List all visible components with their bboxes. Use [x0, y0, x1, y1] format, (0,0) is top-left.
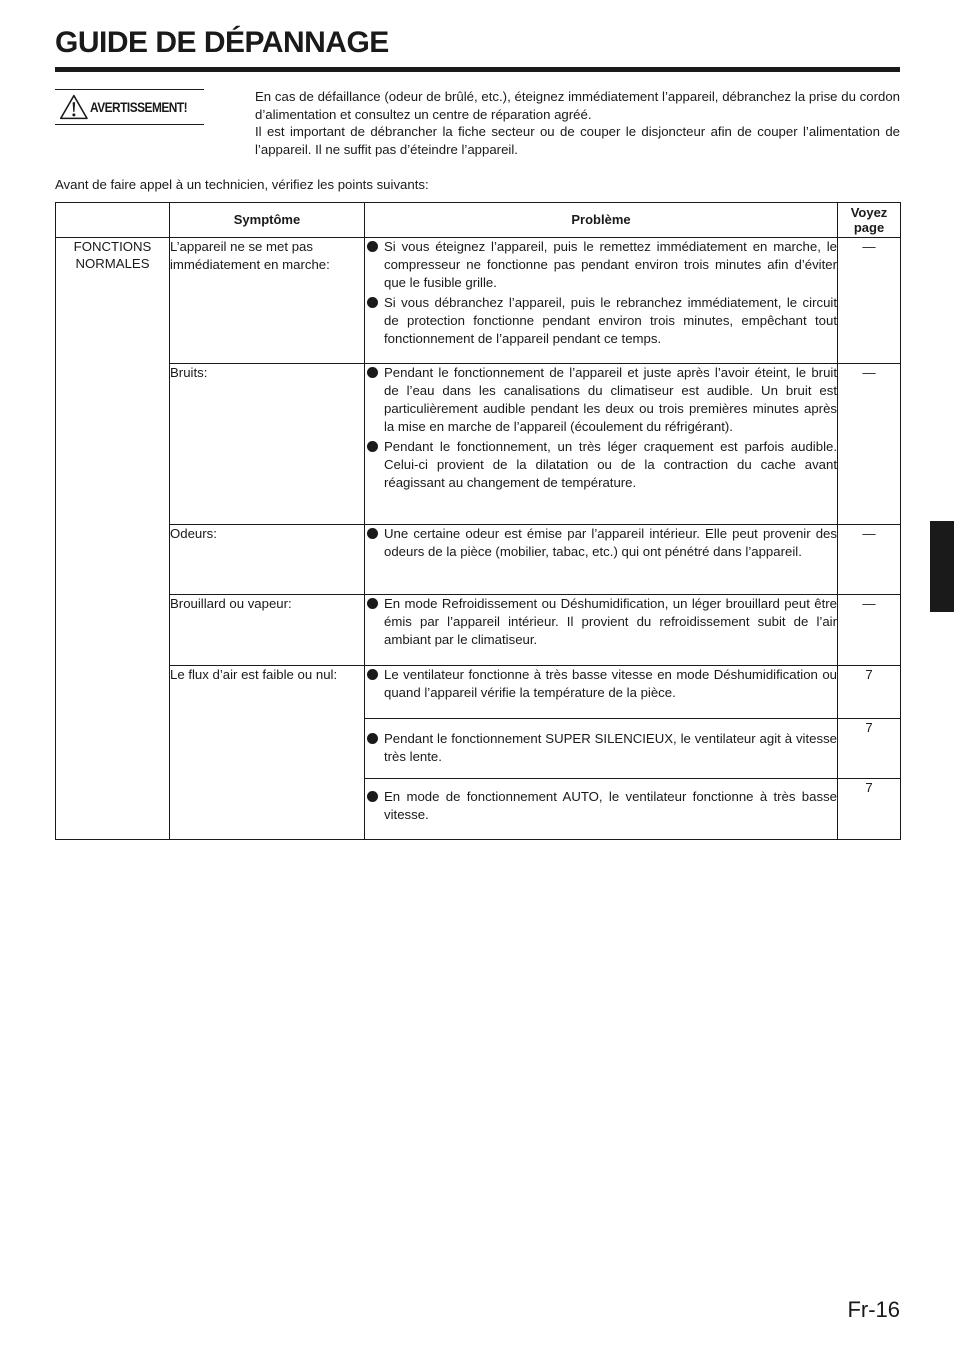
problem-item: Le ventilateur fonctionne à très basse vitesse en mode Déshumidification ou quand l’appareil vérifie la température de la pièce.	[365, 666, 837, 702]
problem-cell	[365, 238, 838, 364]
table-row	[56, 364, 901, 525]
header-category	[56, 203, 170, 238]
page-cell: —	[838, 364, 901, 525]
table-row	[56, 525, 901, 595]
page-cell: —	[838, 595, 901, 666]
bullet-icon	[367, 669, 378, 680]
page-cell: 7	[838, 719, 901, 779]
table-row	[56, 238, 901, 364]
warning-label: AVERTISSEMENT!	[89, 99, 187, 115]
page-number: Fr-16	[847, 1297, 900, 1322]
problem-cell	[365, 364, 838, 525]
problem-cell	[365, 525, 838, 595]
section-side-tab	[930, 521, 954, 612]
bullet-icon	[367, 241, 378, 252]
problem-cell	[365, 779, 838, 840]
problem-item: Pendant le fonctionnement, un très léger craquement est parfois audible. Celui-ci provient de la dilatation ou de la contraction du cache avant réagissant au changement de température.	[365, 438, 837, 492]
problem-cell	[365, 666, 838, 719]
warning-paragraph: Il est important de débrancher la fiche secteur ou de couper le disjoncteur afin de couper l’alimentation de l’appareil. Il ne suffit pas d’éteindre l’appareil.	[255, 124, 900, 157]
page-cell: 7	[838, 666, 901, 719]
page-cell: —	[838, 525, 901, 595]
problem-item: Si vous éteignez l’appareil, puis le remettez immédiatement en marche, le compresseur ne fonctionne pas pendant environ trois minutes afin d’éviter que le fusible grille.	[365, 238, 837, 292]
problem-item: Une certaine odeur est émise par l’appareil intérieur. Elle peut provenir des odeurs de la pièce (mobilier, tabac, etc.) qui ont pénétré dans l’appareil.	[365, 525, 837, 561]
header-problem: Problème	[365, 203, 838, 238]
symptom-cell: Odeurs:	[170, 525, 365, 595]
symptom-cell: Bruits:	[170, 364, 365, 525]
problem-item: Pendant le fonctionnement SUPER SILENCIEUX, le ventilateur agit à vitesse très lente.	[365, 730, 837, 766]
bullet-icon	[367, 441, 378, 452]
problem-item: Pendant le fonctionnement de l’appareil et juste après l’avoir éteint, le bruit de l’eau dans les canalisations du climatiseur est audible. Un bruit est particulièrement audible pendant les deux ou trois premières minutes après la mise en marche de l’appareil (écoulement du réfrigérant).	[365, 364, 837, 436]
table-header-row	[56, 203, 901, 238]
category-label: FONCTIONS NORMALES	[73, 239, 152, 271]
bullet-icon	[367, 598, 378, 609]
warning-text	[255, 88, 900, 158]
symptom-cell: L’appareil ne se met pas immédiatement en marche:	[170, 238, 365, 364]
warning-paragraph: En cas de défaillance (odeur de brûlé, etc.), éteignez immédiatement l’appareil, débranchez la prise du cordon d’alimentation et consultez un centre de réparation agréé.	[255, 89, 900, 122]
problem-item: En mode Refroidissement ou Déshumidification, un léger brouillard peut être émis par l’appareil intérieur. Il provient du refroidissement subit de l’air ambiant par le climatiseur.	[365, 595, 837, 649]
symptom-cell: Le flux d’air est faible ou nul:	[170, 666, 365, 840]
bullet-icon	[367, 733, 378, 744]
problem-cell	[365, 719, 838, 779]
header-page: Voyez page	[838, 203, 901, 238]
table-row	[56, 595, 901, 666]
page-title: GUIDE DE DÉPANNAGE	[55, 26, 389, 59]
bullet-icon	[367, 528, 378, 539]
bullet-icon	[367, 367, 378, 378]
warning-triangle-icon	[59, 92, 89, 122]
warning-label-box	[55, 89, 204, 125]
page-cell: 7	[838, 779, 901, 840]
category-cell	[56, 238, 170, 840]
symptom-cell: Brouillard ou vapeur:	[170, 595, 365, 666]
table-body	[56, 238, 901, 840]
problem-item: Si vous débranchez l’appareil, puis le rebranchez immédiatement, le circuit de protection fonctionne pendant environ trois minutes, empêchant tout fonctionnement de l’appareil pendant ce temps.	[365, 294, 837, 348]
page-cell: —	[838, 238, 901, 364]
troubleshooting-table	[55, 202, 901, 840]
header-symptom: Symptôme	[170, 203, 365, 238]
bullet-icon	[367, 297, 378, 308]
intro-text: Avant de faire appel à un technicien, vérifiez les points suivants:	[55, 177, 429, 192]
problem-item: En mode de fonctionnement AUTO, le ventilateur fonctionne à très basse vitesse.	[365, 788, 837, 824]
table-row	[56, 666, 901, 719]
problem-cell	[365, 595, 838, 666]
title-rule	[55, 67, 900, 72]
bullet-icon	[367, 791, 378, 802]
